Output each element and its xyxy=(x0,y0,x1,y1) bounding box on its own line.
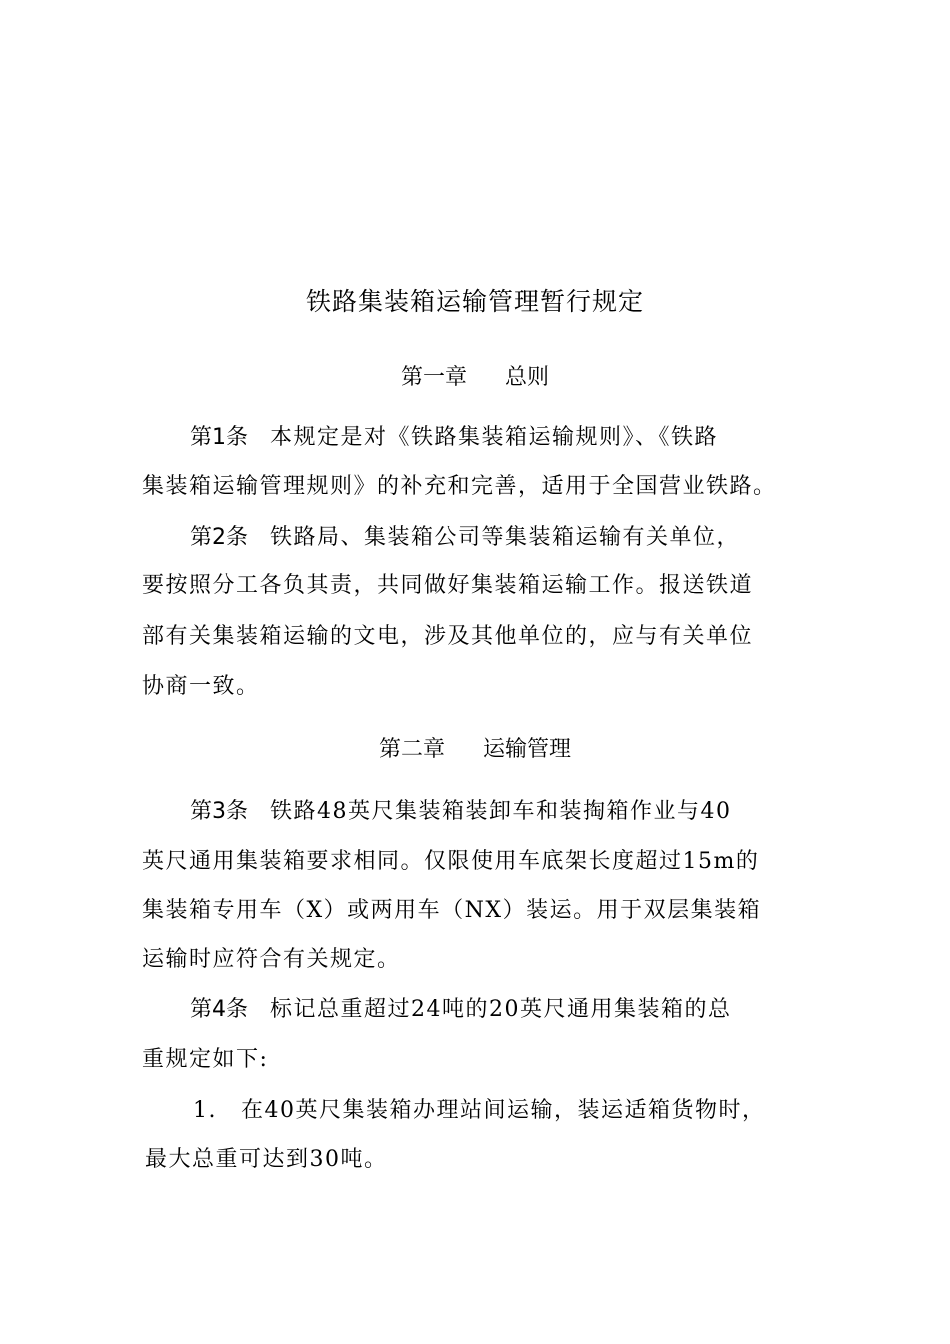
chapter-name: 运输管理 xyxy=(483,737,572,762)
article-1-line-2 xyxy=(142,469,822,505)
article-number: 第2条 xyxy=(190,525,248,550)
article-2-line-2 xyxy=(142,568,822,604)
article-4-line-2 xyxy=(142,1042,822,1078)
article-text: 铁路局、集装箱公司等集装箱运输有关单位， xyxy=(270,525,741,550)
article-3-line-1 xyxy=(190,794,870,830)
chapter-heading-2 xyxy=(0,732,950,768)
article-3-line-3 xyxy=(142,893,822,929)
article-text: 标记总重超过24吨的20英尺通用集装箱的总 xyxy=(270,997,732,1022)
document-title: 铁路集装箱运输管理暂行规定 xyxy=(305,287,644,316)
article-text: 铁路48英尺集装箱装卸车和装掏箱作业与40 xyxy=(270,799,732,824)
chapter-number: 第二章 xyxy=(378,737,445,762)
article-4-line-1 xyxy=(190,992,870,1028)
article-3-line-2 xyxy=(142,844,822,880)
article-number: 第3条 xyxy=(190,799,248,824)
article-text: 重规定如下: xyxy=(142,1047,269,1072)
item-text: 最大总重可达到30吨。 xyxy=(145,1147,388,1172)
item-text: 在40英尺集装箱办理站间运输，装运适箱货物时， xyxy=(241,1098,766,1123)
article-2-line-4 xyxy=(142,669,822,705)
article-text: 运输时应符合有关规定。 xyxy=(142,947,401,972)
article-2-line-1 xyxy=(190,520,870,556)
article-text: 英尺通用集装箱要求相同。仅限使用车底架长度超过15m的 xyxy=(142,849,760,874)
item-1-line-2 xyxy=(145,1142,825,1178)
article-2-line-3 xyxy=(142,619,822,655)
article-3-line-4 xyxy=(142,942,822,978)
article-text: 集装箱专用车（X）或两用车（NX）装运。用于双层集装箱 xyxy=(142,898,762,923)
item-number: 1. xyxy=(193,1098,217,1123)
article-number: 第1条 xyxy=(190,425,248,450)
chapter-number: 第一章 xyxy=(400,365,467,390)
article-number: 第4条 xyxy=(190,997,248,1022)
article-text: 本规定是对《铁路集装箱运输规则》、《铁路 xyxy=(270,425,719,450)
chapter-heading-1 xyxy=(0,360,950,396)
article-1-line-1 xyxy=(190,420,870,456)
article-text: 集装箱运输管理规则》的补充和完善，适用于全国营业铁路。 xyxy=(142,474,777,499)
item-1-line-1 xyxy=(193,1093,873,1129)
article-text: 部有关集装箱运输的文电，涉及其他单位的，应与有关单位 xyxy=(142,624,754,649)
article-text: 协商一致。 xyxy=(142,674,260,699)
article-text: 要按照分工各负其责，共同做好集装箱运输工作。报送铁道 xyxy=(142,573,754,598)
chapter-name: 总则 xyxy=(505,365,550,390)
